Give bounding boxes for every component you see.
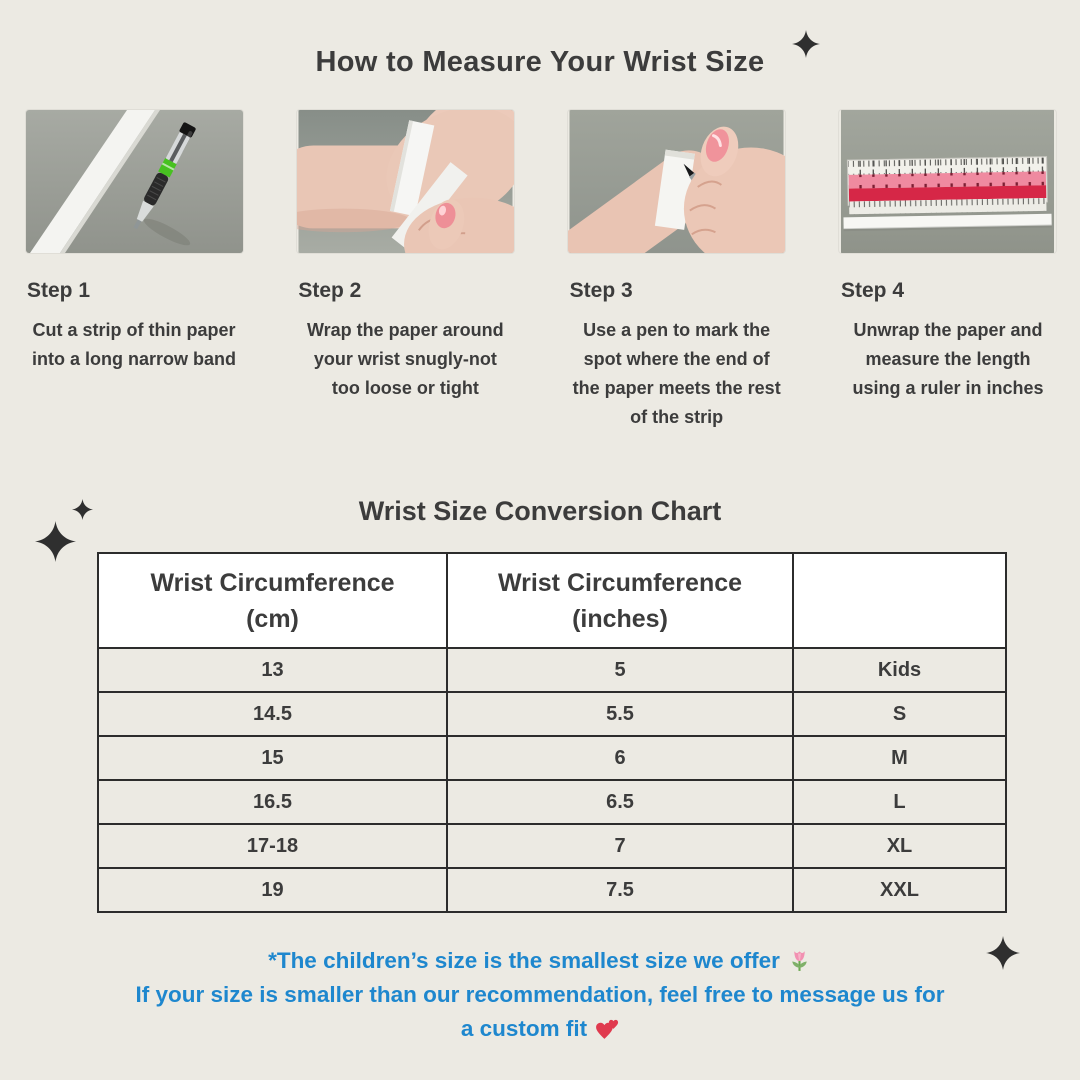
step2-photo <box>297 110 514 253</box>
cell-inches: 7 <box>447 824 793 868</box>
cell-size: XL <box>793 824 1006 868</box>
step-label: Step 3 <box>569 279 633 302</box>
conversion-chart-title: Wrist Size Conversion Chart <box>358 496 722 526</box>
step-card-1 <box>25 110 243 432</box>
wrist-size-conversion-table <box>97 552 1007 913</box>
step1-photo <box>26 110 243 253</box>
tulip-emoji-icon <box>787 948 812 973</box>
table-row <box>98 692 1006 736</box>
cell-inches: 6 <box>447 736 793 780</box>
ruler-measuring-illustration <box>839 110 1056 253</box>
cell-size: Kids <box>793 648 1006 692</box>
cell-inches: 6.5 <box>447 780 793 824</box>
cell-size: M <box>793 736 1006 780</box>
step4-photo <box>839 110 1056 253</box>
wrist-wrap-illustration <box>297 110 514 253</box>
cell-size: S <box>793 692 1006 736</box>
step-description: Use a pen to mark the spot where the end of the paper meets the rest of the strip <box>572 320 781 427</box>
pen-marking-illustration <box>568 110 785 253</box>
cell-cm: 13 <box>98 648 447 692</box>
cell-size: L <box>793 780 1006 824</box>
step-description: Wrap the paper around your wrist snugly-not too loose or tight <box>306 320 504 398</box>
footer-text: *The children’s size is the smallest size we offer <box>268 948 780 973</box>
column-header-cm <box>98 553 447 648</box>
sparkle-icon <box>792 30 820 58</box>
step-card-4 <box>839 110 1057 432</box>
steps-section <box>25 110 1057 432</box>
step3-photo <box>568 110 785 253</box>
table-row <box>98 648 1006 692</box>
step-description: Unwrap the paper and measure the length using a ruler in inches <box>852 320 1044 398</box>
cell-inches: 7.5 <box>447 868 793 912</box>
footer-text: a custom fit <box>460 1016 588 1041</box>
cell-size: XXL <box>793 868 1006 912</box>
two-hearts-emoji-icon <box>594 1016 619 1041</box>
step-label: Step 1 <box>27 279 91 302</box>
paper-and-pencil-illustration <box>26 110 243 253</box>
table-row <box>98 868 1006 912</box>
table-row <box>98 780 1006 824</box>
column-header-inches <box>447 553 793 648</box>
page-title: How to Measure Your Wrist Size <box>315 46 765 78</box>
step-card-3 <box>568 110 786 432</box>
cell-inches: 5 <box>447 648 793 692</box>
step-card-2 <box>296 110 514 432</box>
footer-line-2: If your size is smaller than our recommendation, feel free to message us for <box>135 982 945 1007</box>
cell-cm: 19 <box>98 868 447 912</box>
cell-cm: 16.5 <box>98 780 447 824</box>
cell-inches: 5.5 <box>447 692 793 736</box>
cell-cm: 17-18 <box>98 824 447 868</box>
footer-line-1 <box>0 944 1080 978</box>
table-header-row <box>98 553 1006 648</box>
table-row <box>98 736 1006 780</box>
header-line: (cm) <box>246 604 299 633</box>
sparkle-icon <box>35 521 76 562</box>
footer-line-3 <box>0 1012 1080 1046</box>
header-line: Wrist Circumference <box>497 568 743 597</box>
sparkle-icon <box>986 936 1020 970</box>
step-label: Step 2 <box>298 279 362 302</box>
footer-note <box>0 944 1080 1046</box>
column-header-size <box>793 553 1006 648</box>
cell-cm: 14.5 <box>98 692 447 736</box>
header-line: Wrist Circumference <box>150 568 395 597</box>
step-label: Step 4 <box>840 279 905 302</box>
cell-cm: 15 <box>98 736 447 780</box>
table-row <box>98 824 1006 868</box>
step-description: Cut a strip of thin paper into a long narrow band <box>32 320 236 369</box>
header-line: (inches) <box>572 604 668 633</box>
